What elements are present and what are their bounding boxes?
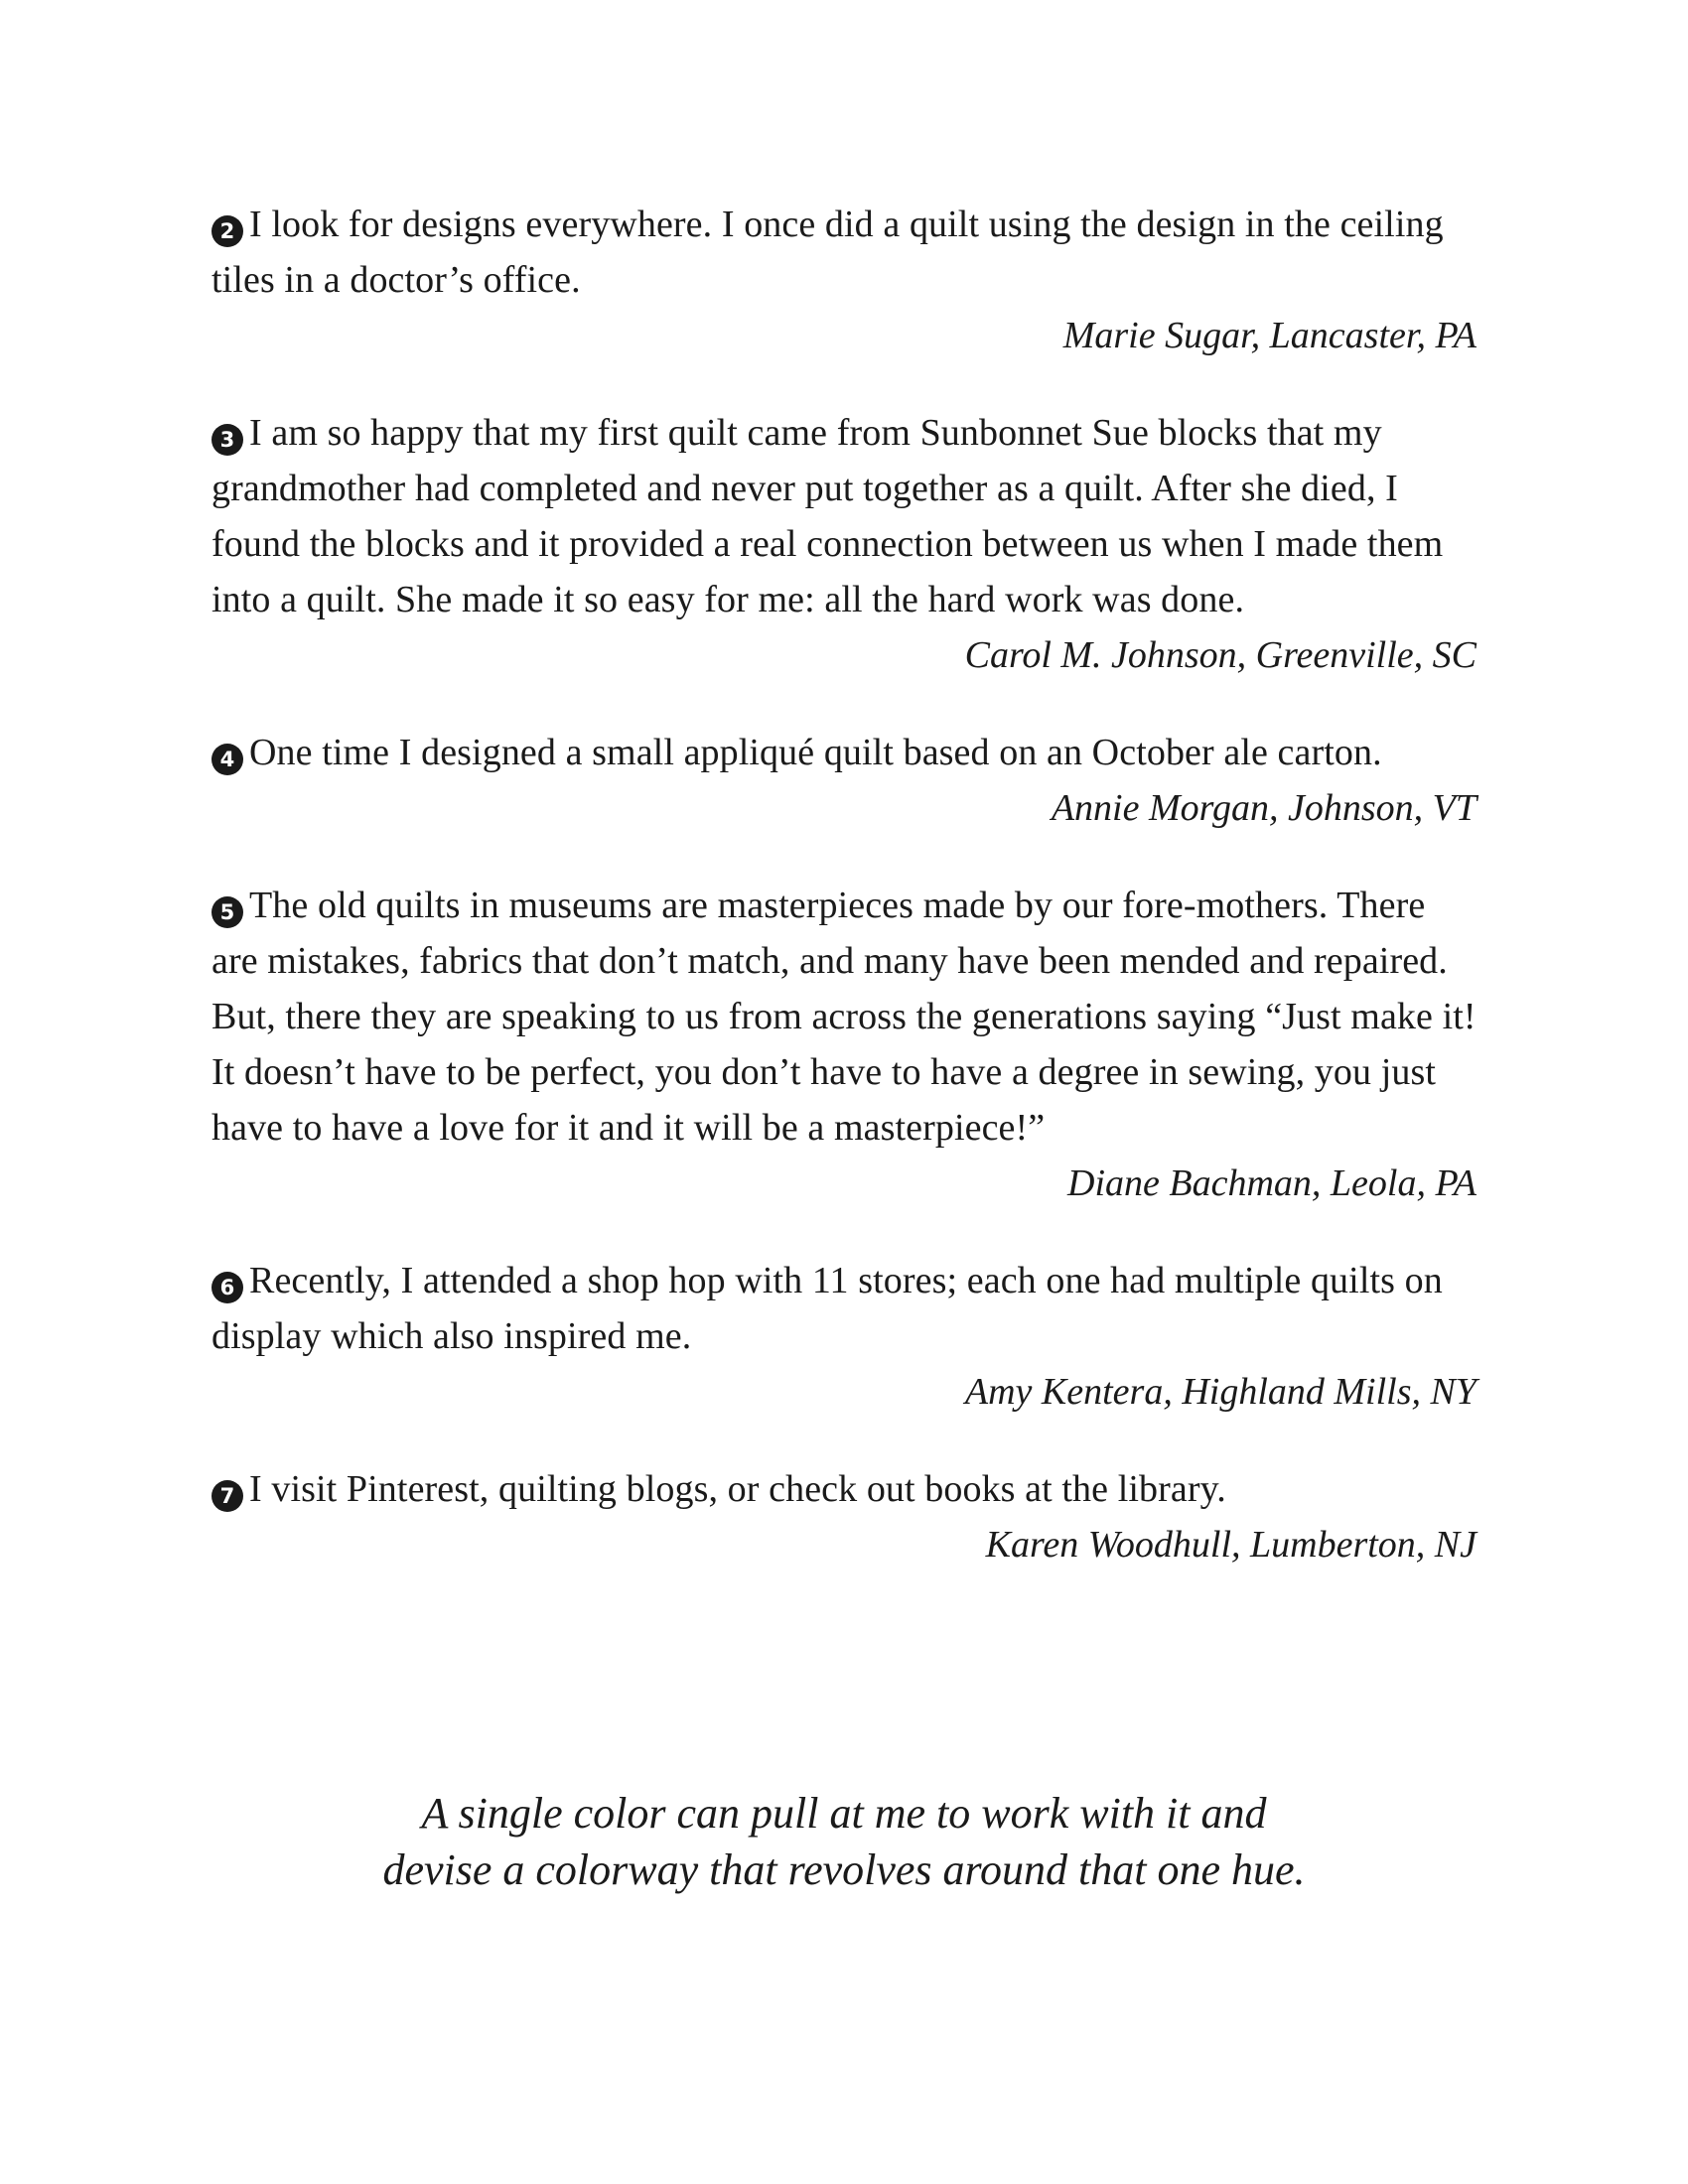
entry-quote (211, 405, 1477, 627)
entry-text: I am so happy that my first quilt came from Sunbonnet Sue blocks that my grandmother had completed and never put together as a quilt. After she died, I found the blocks and it provided a real connection between us when I made them into a quilt. She made it so easy for me: all the hard work was done. (211, 412, 1444, 620)
number-badge: 2 (211, 215, 243, 247)
number-badge: 5 (211, 896, 243, 928)
entry-text: Recently, I attended a shop hop with 11 stores; each one had multiple quilts on display which also inspired me. (211, 1260, 1443, 1357)
entry-7 (211, 1461, 1477, 1572)
entry-6 (211, 1253, 1477, 1420)
number-badge: 4 (211, 744, 243, 775)
entry-4 (211, 725, 1477, 836)
entry-3 (211, 405, 1477, 683)
entry-text: The old quilts in museums are masterpieces made by our fore-mothers. There are mistakes, fabrics that don’t match, and many have been mended and repaired. But, there they are speaking to us from across the generations saying “Just make it! It doesn’t have to be perfect, you don’t have to have a degree in sewing, you just have to have a love for it and it will be a masterpiece!” (211, 885, 1477, 1149)
number-badge: 3 (211, 424, 243, 456)
entry-text: I visit Pinterest, quilting blogs, or check out books at the library. (249, 1468, 1226, 1510)
number-badge: 7 (211, 1480, 243, 1512)
entry-quote (211, 1253, 1477, 1364)
entry-quote (211, 1461, 1477, 1517)
entry-author: Diane Bachman, Leola, PA (1067, 1162, 1477, 1204)
entry-author: Annie Morgan, Johnson, VT (1051, 787, 1477, 829)
entry-5 (211, 878, 1477, 1211)
entry-text: I look for designs everywhere. I once did a quilt using the design in the ceiling tiles in a doctor’s office. (211, 204, 1444, 301)
entry-text: One time I designed a small appliqué quilt based on an October ale carton. (249, 732, 1382, 773)
pull-quote: A single color can pull at me to work with it and devise a colorway that revolves around that one hue. (382, 1789, 1306, 1894)
entry-quote (211, 878, 1477, 1156)
entry-author: Marie Sugar, Lancaster, PA (1062, 315, 1477, 356)
page-content (211, 197, 1477, 1572)
entry-2 (211, 197, 1477, 363)
entry-quote (211, 197, 1477, 308)
entry-author: Carol M. Johnson, Greenville, SC (964, 634, 1477, 676)
entry-quote (211, 725, 1477, 780)
number-badge: 6 (211, 1272, 243, 1303)
entry-author: Amy Kentera, Highland Mills, NY (964, 1371, 1477, 1413)
entry-author: Karen Woodhull, Lumberton, NJ (985, 1524, 1477, 1566)
